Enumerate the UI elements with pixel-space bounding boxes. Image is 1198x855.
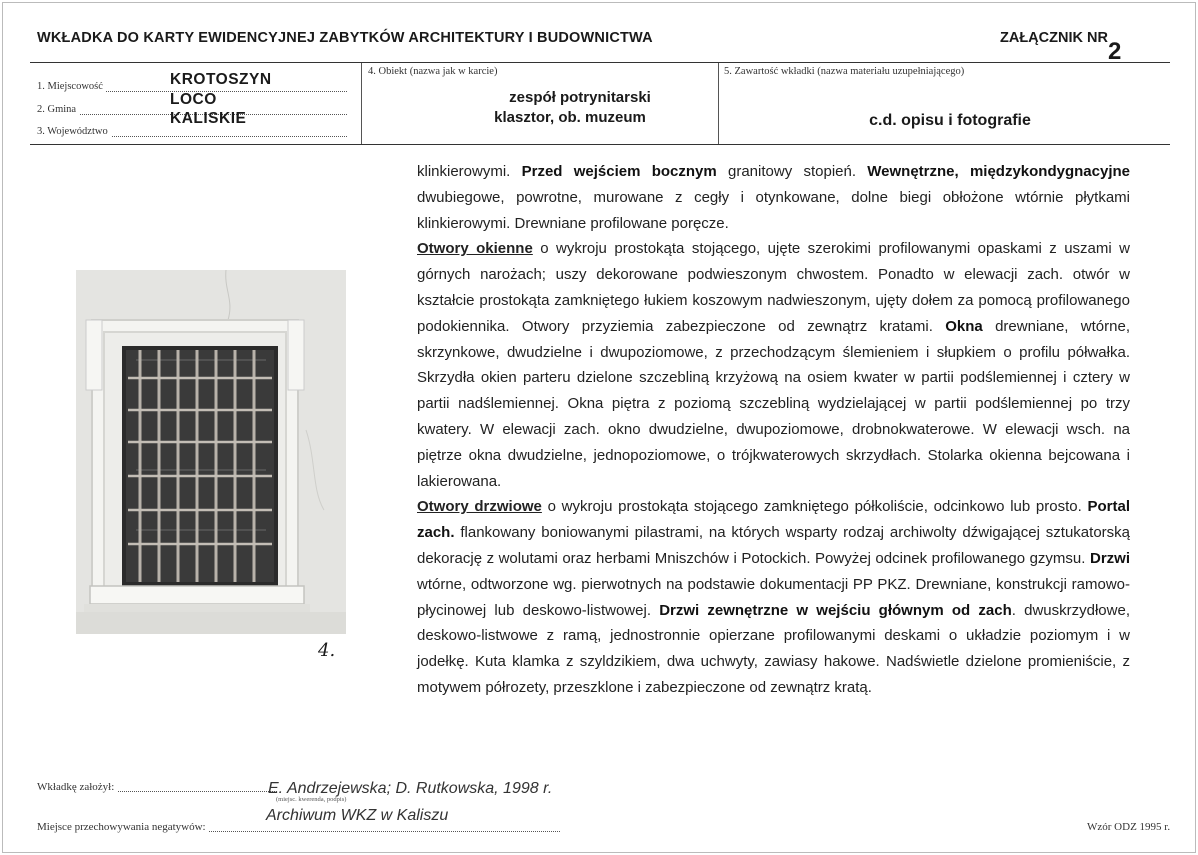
annex-label: ZAŁĄCZNIK NR: [1000, 30, 1108, 46]
paragraph-windows: Otwory okienne o wykroju prostokąta stojącego, ujęte szerokimi profilowanymi opaskami z uszami w górnych narożach; uszy dekorowane podwieszonym chwostem. Ponadto w elewacji zach. otwór w kształcie prostokąta zamkniętego łukiem koszowym nadwieszonym, ujęty dołem za pomocą profilowanego podokiennika. Otwory przyziemia zabezpieczone od zewnątrz kratami. Okna drewniane, wtórne, skrzynkowe, dwudzielne i dwupoziomowe, z przechodzącym ślemieniem i słupkiem o profilu półwałka. Skrzydła okien parteru dzielone szczebliną krzyżową na osiem kwater w partii podślemiennej i cztery w partii nadślemiennej. Okna piętra z poziomą szczebliną wydzielającej w partii podślemiennej po trzy kwatery. W elewacji zach. okno dwudzielne, dwupoziomowe, drobnokwaterowe. W elewacji wsch. na piętrze okna dwudzielne, jednopoziomowe, o trójkwaterowych skrzydłach. Stolarka okienna bejcowana i lakierowana.: [417, 240, 1130, 490]
storage-label: Miejsce przechowywania negatywów:: [37, 821, 209, 833]
form-title: WKŁADKA DO KARTY EWIDENCYJNEJ ZABYTKÓW ARCHITEKTURY I BUDOWNICTWA: [37, 30, 653, 46]
author-label: Wkładkę założył:: [37, 781, 117, 793]
commune-value: LOCO: [170, 91, 217, 108]
paragraph-doors: Otwory drzwiowe o wykroju prostokąta stojącego zamkniętego półkoliście, odcinkowo lub prosto. Portal zach. flankowany boniowanymi pilastrami, na których wsparty rodzaj archiwolty dźwigającej sztukatorską dekorację z wolutami oraz herbami Mniszchów i Potockich. Powyżej odcinek profilowanego gzymsu. Drzwi wtórne, odtworzone wg. pierwotnych na podstawie dokumentacji PP PKZ. Drewniane, konstrukcji ramowo-płycinowej lub deskowo-listwowej. Drzwi zewnętrzne w wejściu głównym od zach. dwuskrzydłowe, deskowo-listwowe z ramą, jednostronnie opierzane profilowanymi deskami o układzie poziomym i w jodełkę. Kuta klamka z szyldzikiem, dwa uchwyty, zawiasy hakowe. Nadświetle dzielone promieniście, z motywem półrozety, przeszklone i zabezpieczone od zewnątrz kratą.: [417, 498, 1130, 696]
storage-value: Archiwum WKZ w Kaliszu: [266, 807, 449, 824]
heading-windows: Otwory okienne: [417, 240, 533, 258]
locality-label: 1. Miejscowość: [37, 81, 106, 92]
author-value: E. Andrzejewska; D. Rutkowska, 1998 r.: [268, 780, 553, 797]
description-text: [417, 159, 1130, 701]
voivodeship-value: KALISKIE: [170, 110, 247, 127]
header-rule-top: [30, 62, 1170, 63]
object-name-line1: zespół potrynitarski: [509, 89, 651, 106]
window-photograph: [76, 270, 346, 634]
object-name-line2: klasztor, ob. muzeum: [494, 109, 646, 126]
contents-value: c.d. opisu i fotografie: [869, 112, 1031, 129]
author-field: [37, 781, 277, 795]
object-label: 4. Obiekt (nazwa jak w karcie): [368, 66, 498, 77]
voivodeship-label: 3. Województwo: [37, 126, 111, 137]
annex-number: 2: [1108, 38, 1122, 65]
photo-number: 4.: [318, 640, 336, 661]
author-hint: (miejsc. kwerenda, podpis): [276, 796, 347, 803]
header-rule-bottom: [30, 144, 1170, 145]
heading-doors: Otwory drzwiowe: [417, 498, 542, 516]
commune-label: 2. Gmina: [37, 104, 79, 115]
voivodeship-field: [37, 126, 347, 140]
contents-label: 5. Zawartość wkładki (nazwa materiału uzupełniającego): [724, 66, 965, 77]
locality-value: KROTOSZYN: [170, 71, 272, 88]
form-code: Wzór ODZ 1995 r.: [1087, 821, 1171, 833]
paragraph-stairs: klinkierowymi. Przed wejściem bocznym granitowy stopień. Wewnętrzne, międzykondygnacyjne dwubiegowe, powrotne, murowane z cegły i otynkowane, dolne biegi obłożone wtórnie płytkami klinkierowymi. Drewniane profilowane poręcze.: [417, 163, 1131, 232]
column-divider: [361, 63, 362, 144]
